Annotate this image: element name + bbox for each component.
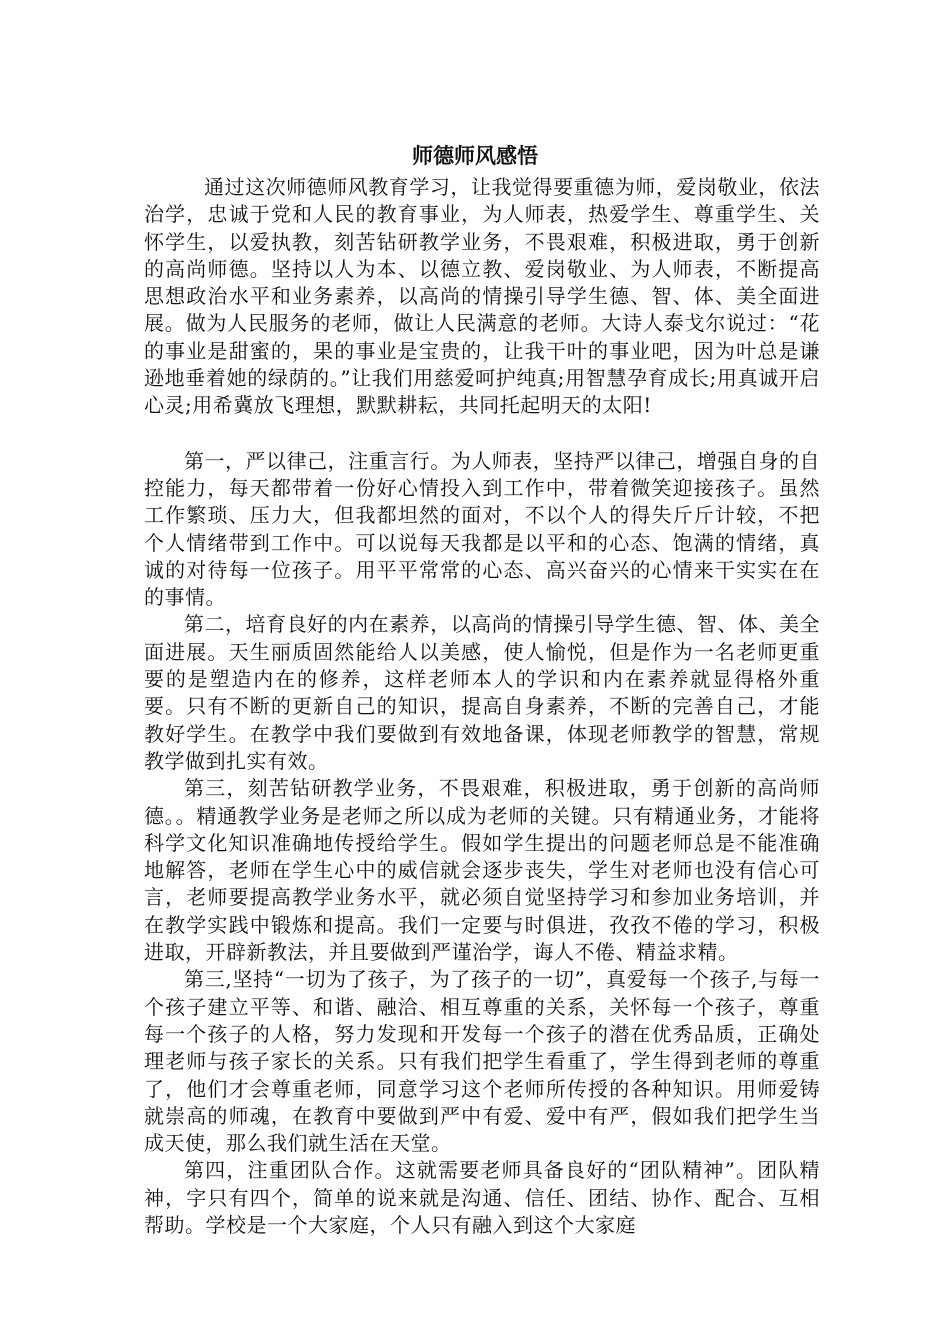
document-title: 师德师风感悟 xyxy=(412,144,538,168)
paragraph-gap xyxy=(144,420,820,448)
paragraph-point-2: 第二，培育良好的内在素养，以高尚的情操引导学生德、智、体、美全面进展。天生丽质固然能给人以美感，使人愉悦，但是作为一名老师更重要的是塑造内在的修养，这样老师本人的学识和内在素养就显得格外重要。只有不断的更新自己的知识，提高自身素养，不断的完善自己，才能教好学生。在教学中我们要做到有效地备课，体现老师教学的智慧，常规教学做到扎实有效。 xyxy=(144,612,820,773)
paragraph-point-3: 第三，刻苦钻研教学业务，不畏艰难，积极进取，勇于创新的高尚师德。。精通教学业务是老师之所以成为老师的关键。只有精通业务，才能将科学文化知识准确地传授给学生。假如学生提出的问题老师总是不能准确地解答，老师在学生心中的威信就会逐步丧失，学生对老师也没有信心可言，老师要提高教学业务水平，就必须自觉坚持学习和参加业务培训，并在教学实践中锻炼和提高。我们一定要与时俱进，孜孜不倦的学习，积极进取，开辟新教法，并且要做到严谨治学，诲人不倦、精益求精。 xyxy=(144,776,820,965)
paragraph-point-3b: 第三,坚持“一切为了孩子，为了孩子的一切”，真爱每一个孩子,与每一个孩子建立平等、和谐、融洽、相互尊重的关系，关怀每一个孩子，尊重每一个孩子的人格，努力发现和开发每一个孩子的潜在优秀品质，正确处理老师与孩子家长的关系。只有我们把学生看重了，学生得到老师的尊重了，他们才会尊重老师，同意学习这个老师所传授的各种知识。用师爱铸就崇高的师魂，在教育中要做到严中有爱、爱中有严，假如我们把学生当成天使，那么我们就生活在天堂。 xyxy=(144,967,820,1156)
paragraph-point-1: 第一，严以律己，注重言行。为人师表，坚持严以律己，增强自身的自控能力，每天都带着一份好心情投入到工作中，带着微笑迎接孩子。虽然工作繁琐、压力大，但我都坦然的面对，不以个人的得失斤斤计较，不把个人情绪带到工作中。可以说每天我都是以平和的心态、饱满的情绪，真诚的对待每一位孩子。用平平常常的心态、高兴奋兴的心情来干实实在在的事情。 xyxy=(144,448,820,610)
paragraph-intro: 通过这次师德师风教育学习，让我觉得要重德为师，爱岗敬业，依法治学，忠诚于党和人民的教育事业，为人师表，热爱学生、尊重学生、关怀学生，以爱执教，刻苦钻研教学业务，不畏艰难，积极进取，勇于创新的高尚师德。坚持以人为本、以德立教、爱岗敬业、为人师表，不断提高思想政治水平和业务素养，以高尚的情操引导学生德、智、体、美全面进展。做为人民服务的老师，做让人民满意的老师。大诗人泰戈尔说过：“花的事业是甜蜜的，果的事业是宝贵的，让我干叶的事业吧，因为叶总是谦逊地垂着她的绿荫的。”让我们用慈爱呵护纯真;用智慧孕育成长;用真诚开启心灵;用希冀放飞理想，默默耕耘，共同托起明天的太阳! xyxy=(144,175,820,418)
paragraph-point-4: 第四，注重团队合作。这就需要老师具备良好的“团队精神”。团队精神，字只有四个，简单的说来就是沟通、信任、团结、协作、配合、互相帮助。学校是一个大家庭，个人只有融入到这个大家庭 xyxy=(144,1158,820,1237)
document-body xyxy=(144,174,820,1239)
